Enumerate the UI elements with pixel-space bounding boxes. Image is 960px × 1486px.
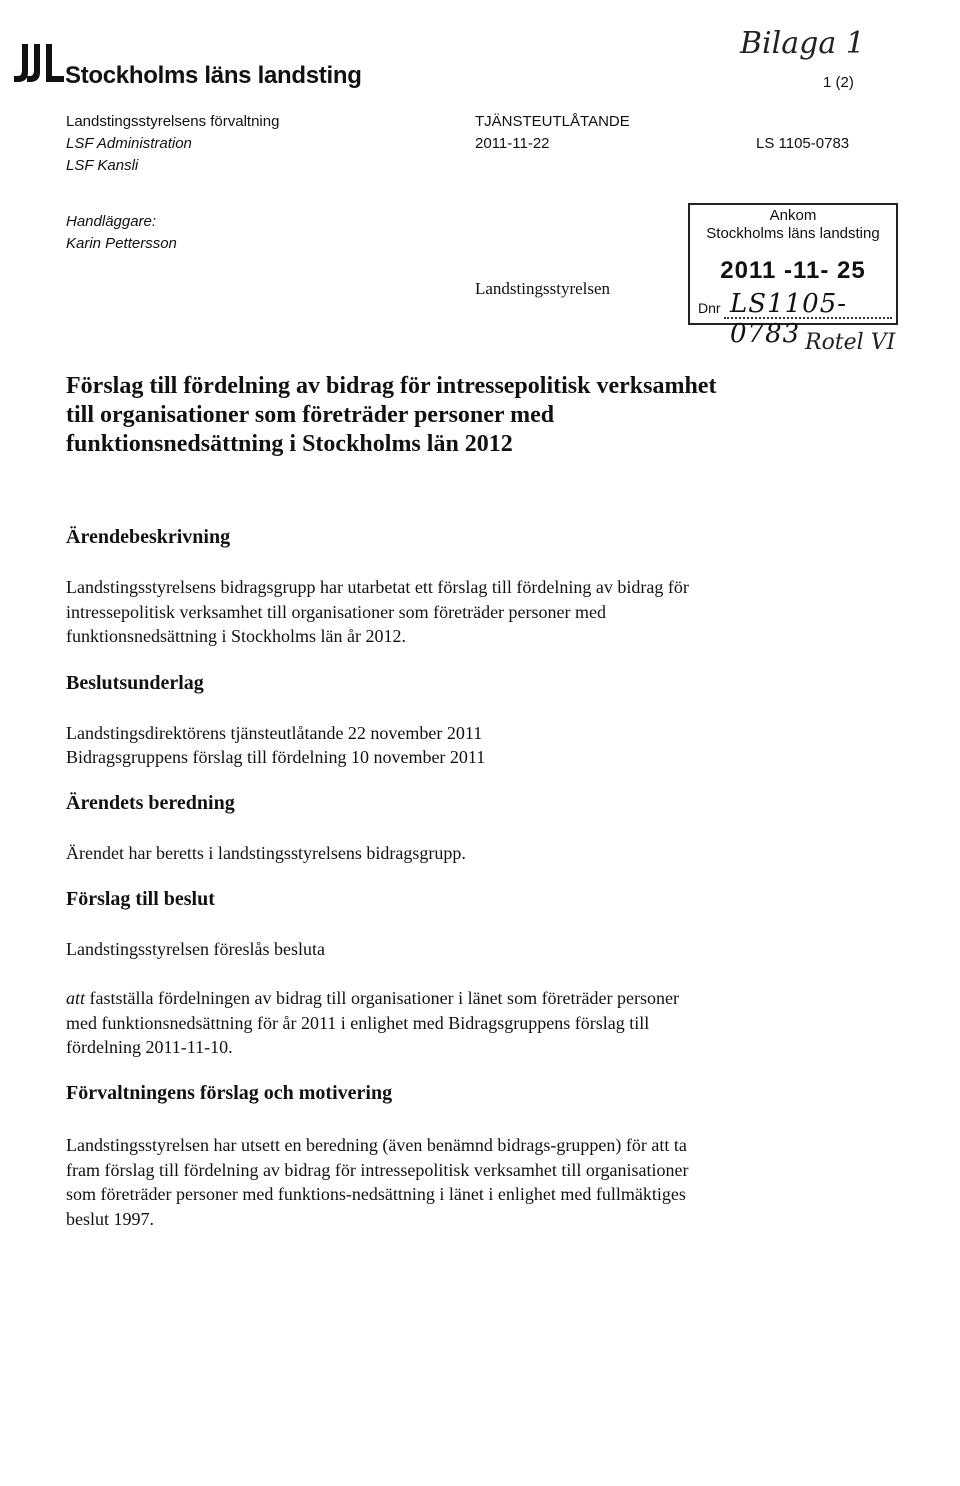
document-date: 2011-11-22 (475, 135, 550, 152)
stamp-date: 2011 -11- 25 (720, 257, 866, 284)
recipient: Landstingsstyrelsen (475, 279, 611, 298)
sll-logo-icon (12, 42, 64, 88)
stamp-dnr-value: LS1105-0783 (730, 289, 848, 349)
heading-arendets-beredning: Ärendets beredning (66, 792, 235, 814)
heading-beslutsunderlag: Beslutsunderlag (66, 672, 204, 694)
stamp-dnr-label: Dnr (698, 300, 721, 316)
handler-label: Handläggare: (66, 213, 157, 230)
motivering-text: Landstingsstyrelsen har utsett en beredning (även benämnd bidrags-gruppen) för att ta fram förslag till fördelning av bidrag för intressepolitisk verksamhet till organisationer som företräder personer med funktions-nedsättning i länet i enlighet med fullmäktiges beslut 1997. (66, 1135, 689, 1229)
beredning-text: Ärendet har beretts i landstingsstyrelsens bidragsgrupp. (66, 843, 466, 863)
handler-name: Karin Pettersson (66, 235, 177, 252)
office-unit-kansli: LSF Kansli (66, 157, 139, 174)
arendebeskrivning-text: Landstingsstyrelsens bidragsgrupp har utarbetat ett förslag till fördelning av bidrag för intressepolitisk verksamhet till organisationer som företräder personer med funktionsnedsättning i Stockholms län år 2012. (66, 577, 689, 646)
organization-name: Stockholms läns landsting (65, 62, 362, 89)
beslutsunderlag-item: Landstingsdirektörens tjänsteutlåtande 22 november 2011 (66, 723, 483, 743)
office-unit-administration: LSF Administration (66, 135, 192, 152)
att-keyword: att (66, 988, 86, 1008)
heading-forvaltningens-forslag: Förvaltningens förslag och motivering (66, 1082, 393, 1104)
decision-text: fastställa fördelningen av bidrag till organisationer i länet som företräder personer med funktionsnedsättning för år 2011 i enlighet med Bidragsgruppens förslag till fördelning 2011-11-10. (66, 988, 679, 1057)
document-type: TJÄNSTEUTLÅTANDE (475, 113, 630, 130)
document-title: Förslag till fördelning av bidrag för intressepolitisk verksamhet till organisationer som företräder personer med funktionsnedsättning i Stockholms län 2012 (66, 373, 717, 457)
stamp-dotted-line (724, 317, 892, 319)
beslutsunderlag-item: Bidragsgruppens förslag till fördelning 10 november 2011 (66, 747, 486, 767)
handwritten-annex-note: Bilaga 1 (740, 26, 865, 61)
handwritten-rotel-note: Rotel VI (805, 330, 896, 355)
stamp-received-label: Ankom (769, 207, 817, 224)
forslag-intro: Landstingsstyrelsen föreslås besluta (66, 939, 325, 959)
forslag-decision (66, 986, 706, 1060)
document-reference: LS 1105-0783 (756, 135, 850, 152)
office-name: Landstingsstyrelsens förvaltning (66, 113, 280, 130)
page-number: 1 (2) (823, 74, 854, 91)
stamp-organization: Stockholms läns landsting (706, 225, 880, 242)
heading-forslag-till-beslut: Förslag till beslut (66, 888, 215, 910)
heading-arendebeskrivning: Ärendebeskrivning (66, 526, 231, 548)
